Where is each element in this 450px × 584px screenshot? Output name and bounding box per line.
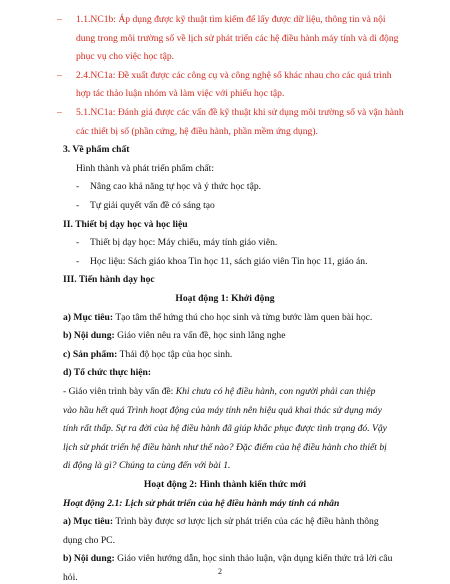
objective-3-line-1: 5.1.NC1a: Đánh giá được các vấn đề kỹ thuật khi sử dụng môi trường số và vận hành (76, 107, 404, 118)
content-label: b) Nội dung: (63, 330, 115, 342)
section-3-item-2: Tự giải quyết vấn đề có sáng tạo (90, 200, 215, 211)
goal-label: a) Mục tiêu: (63, 311, 114, 323)
objective-2-line-1: 2.4.NC1a: Đề xuất được các công cụ và công nghệ số khác nhau cho các quá trình (76, 69, 392, 81)
activity-2-content (63, 553, 392, 565)
activity-1-goal (63, 312, 372, 324)
objective-2-line-2: hợp tác thảo luận nhóm và làm việc với phiếu học tập. (76, 88, 285, 100)
problem-italic-line-4: lịch sử phát triển hệ điều hành như thế nào? Đặc điểm của hệ điều hành cho thiết bị (63, 441, 387, 453)
problem-italic-line-5: di động là gì? Chúng ta cùng đến với bài 1. (63, 460, 231, 472)
bullet-dash: - (76, 255, 80, 267)
objective-dash: – (57, 107, 62, 118)
section-3-heading: 3. Về phẩm chất (63, 144, 130, 156)
activity-2-heading: Hoạt động 2: Hình thành kiến thức mới (143, 479, 307, 490)
objective-3-line-2: các thiết bị số (phần cứng, hệ điều hành, phần mềm ứng dụng). (76, 125, 318, 137)
problem-italic-line-2: vào hầu hết quá Trình hoạt động của máy tính nên hiệu quả khai thác sử dụng máy (63, 404, 382, 416)
bullet-dash: - (76, 200, 80, 211)
activity-1-problem (63, 386, 375, 398)
problem-prefix: - Giáo viên trình bày vấn đề: (63, 386, 176, 397)
activity-2-1-subheading: Hoạt động 2.1: Lịch sử phát triển của hệ điều hành máy tính cá nhân (63, 497, 340, 509)
goal-text-line-2: dụng cho PC. (63, 534, 115, 546)
goal-text-line-1: Trình bày được sơ lược lịch sử phát triển của các hệ điều hành thông (113, 516, 379, 528)
objective-dash: – (57, 69, 62, 81)
problem-italic-line-3: tính rất thấp. Sự ra đời của hệ điều hành đã giúp khắc phục được tình trạng đó. Vậy (63, 423, 387, 435)
activity-2-goal (63, 516, 379, 528)
section-3-item-1: Nâng cao khả năng tự học và ý thức học tập. (90, 181, 262, 193)
activity-1-content (63, 330, 286, 342)
problem-italic-line-1: Khi chưa có hệ điều hành, con người phải can thiệp (175, 386, 376, 397)
activity-1-organization-label: d) Tổ chức thực hiện: (63, 367, 152, 379)
goal-text: Tạo tâm thế hứng thú cho học sinh và từng bước làm quen bài học. (113, 311, 373, 323)
product-text: Thái độ học tập của học sinh. (117, 348, 233, 360)
section-iii-heading: III. Tiến hành dạy học (63, 274, 155, 286)
bullet-dash: - (76, 237, 80, 249)
section-ii-item-1: Thiết bị dạy học: Máy chiếu, máy tính giáo viên. (90, 237, 278, 249)
activity-1-heading: Hoạt động 1: Khởi động (175, 293, 275, 304)
content-text: Giáo viên nêu ra vấn đề, học sinh lắng nghe (114, 330, 286, 342)
section-3-intro: Hình thành và phát triển phẩm chất: (76, 162, 215, 174)
content-text-line-2: hỏi. (63, 572, 78, 583)
objective-dash: – (57, 14, 62, 25)
objective-1-line-1: 1.1.NC1b: Áp dụng được kỹ thuật tìm kiếm để lấy được dữ liệu, thông tin và nội (76, 14, 386, 25)
bullet-dash: - (76, 181, 80, 193)
goal-label: a) Mục tiêu: (63, 516, 114, 528)
content-text-line-1: Giáo viên hướng dẫn, học sinh thảo luận, vận dụng kiến thức trả lời câu (114, 553, 393, 565)
page-number: 2 (218, 567, 222, 576)
objective-1-line-3: phục vụ cho việc học tập. (76, 51, 175, 63)
objective-1-line-2: dung trong môi trường số về lịch sử phát triển các hệ điều hành máy tính và di động (76, 32, 399, 44)
section-ii-heading: II. Thiết bị dạy học và học liệu (63, 218, 188, 230)
product-label: c) Sản phẩm: (63, 348, 118, 360)
content-label: b) Nội dung: (63, 553, 115, 565)
activity-1-product (63, 349, 232, 361)
section-ii-item-2: Học liệu: Sách giáo khoa Tin học 11, sách giáo viên Tin học 11, giáo án. (90, 255, 368, 267)
